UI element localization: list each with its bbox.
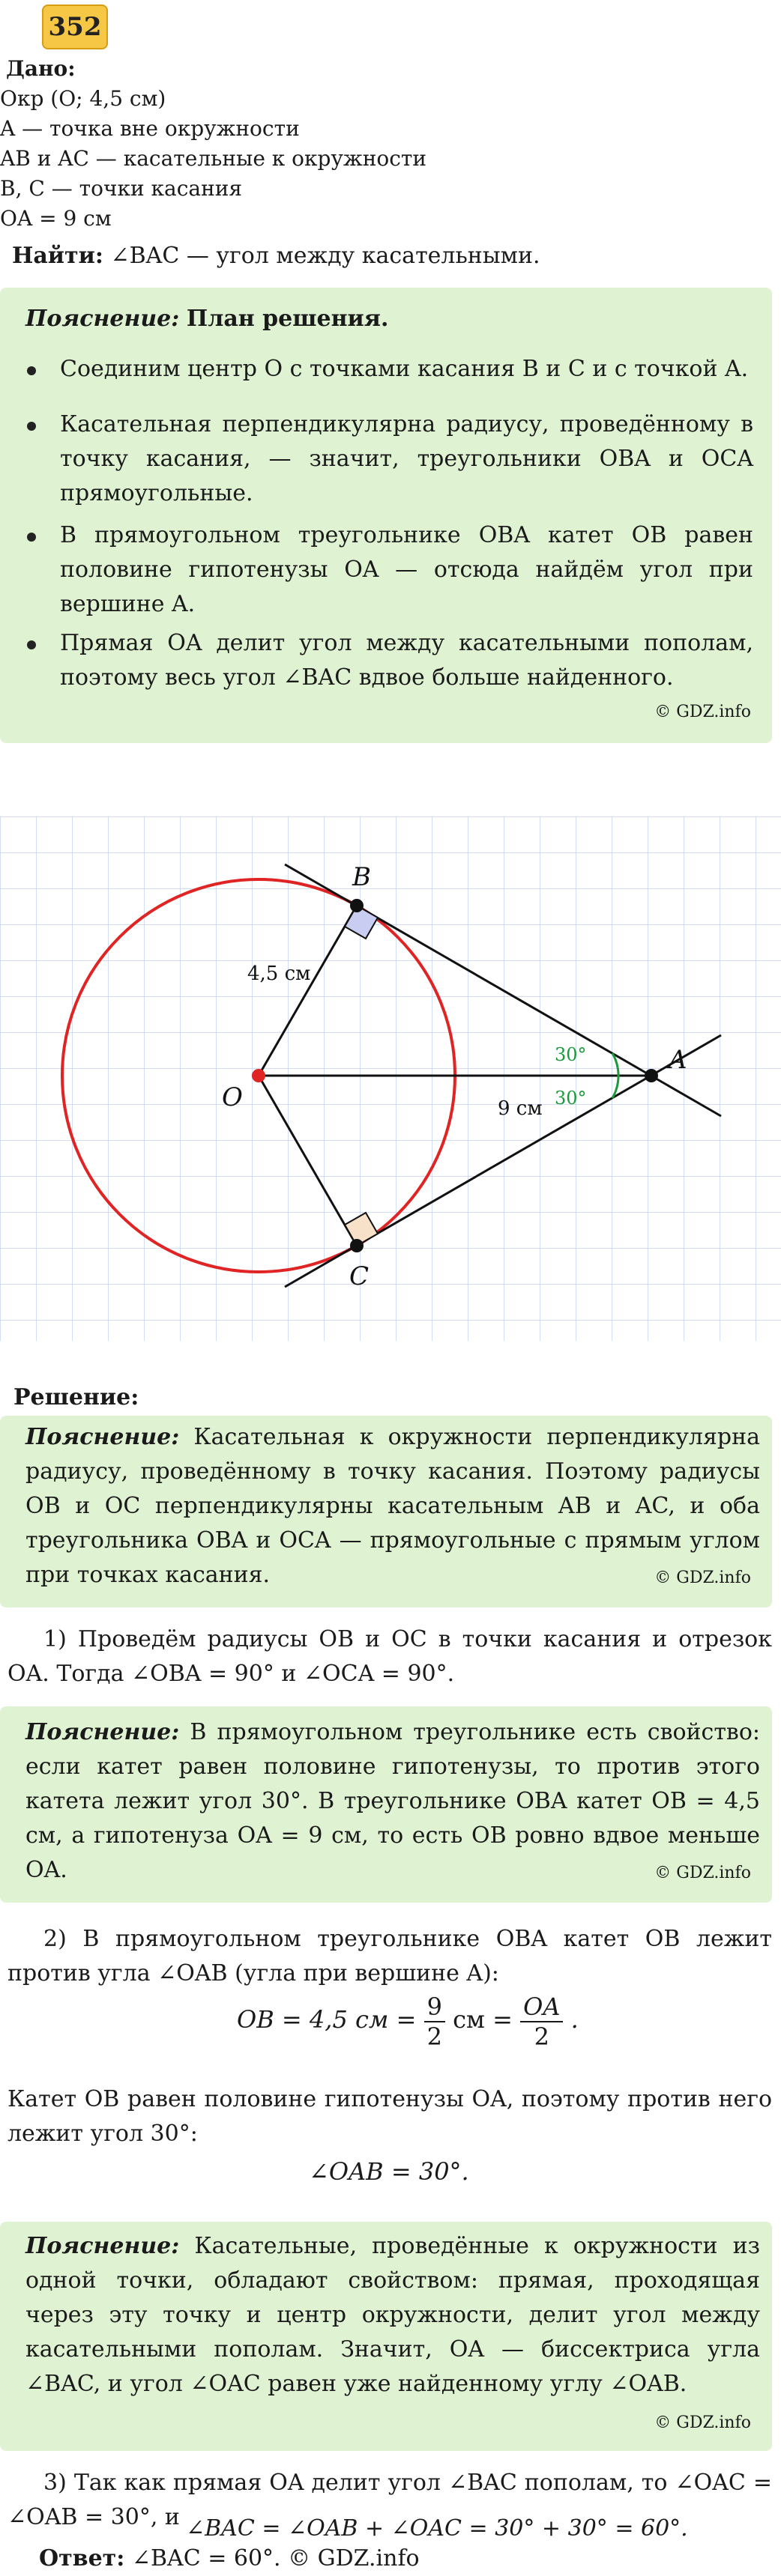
step2b-text: Катет OB равен половине гипотенузы OA, поэтому против него лежит угол 30°: <box>7 2086 772 2147</box>
plan-title-em: Пояснение: <box>25 306 180 332</box>
step2-text: 2) В прямоугольном треугольнике OBA катет OB лежит против угла ∠OAB (угла при вершине A): <box>7 1926 772 1986</box>
note1-text <box>25 1420 760 1592</box>
formula1-frac1-num: 9 <box>424 1992 445 2022</box>
note3-text <box>25 2229 760 2401</box>
point-o <box>252 1069 265 1082</box>
formula-3: ∠BAC = ∠OAB + ∠OAC = 30° + 30° = 60°. <box>186 2515 688 2542</box>
note2-body: В прямоугольном треугольнике есть свойство: если катет равен половине гипотенузы, то против этого катета лежит угол 30°. В треугольнике OBA катет OB = 4,5 см, а гипотенуза OA = 9 см, то есть OB ровно вдвое меньше OA. <box>25 1719 760 1883</box>
formula1-left: OB = 4,5 см = <box>237 2005 417 2034</box>
point-b <box>350 899 364 912</box>
step1-text: 1) Проведём радиусы OB и OC в точки касания и отрезок OA. Тогда ∠OBA = 90° и ∠OCA = 90°. <box>7 1626 772 1687</box>
formula1-frac1 <box>424 1992 445 2051</box>
note2-copyright: © GDZ.info <box>654 1864 751 1882</box>
label-distance: 9 см <box>498 1097 543 1120</box>
answer-text: ∠BAC = 60°. © GDZ.info <box>131 2545 420 2572</box>
find-text: ∠BAC — угол между касательными. <box>110 243 540 269</box>
label-o: O <box>222 1082 243 1112</box>
given-line-1: Окр (O; 4,5 см) <box>0 86 166 111</box>
given-line-2: A — точка вне окружности <box>0 116 300 141</box>
find-label: Найти: <box>12 243 103 269</box>
formula-1 <box>237 1989 579 2051</box>
note3-copyright: © GDZ.info <box>654 2413 751 2432</box>
grid-background <box>0 816 781 1341</box>
answer-label: Ответ: <box>39 2545 125 2572</box>
label-angle-top: 30° <box>555 1044 587 1065</box>
formula1-frac2 <box>520 1992 563 2051</box>
label-angle-bottom: 30° <box>555 1088 587 1109</box>
plan-bullet-3: В прямоугольном треугольнике OBA катет OB равен половине гипотенузы OA — отсюда найдём угол при вершине A. <box>60 518 753 622</box>
geometry-diagram <box>0 816 781 1341</box>
formula1-mid: см = <box>453 2005 513 2034</box>
formula-2: ∠OAB = 30°. <box>309 2157 469 2186</box>
given-line-5: OA = 9 см <box>0 206 112 231</box>
note1-copyright: © GDZ.info <box>654 1569 751 1587</box>
answer-line <box>39 2544 420 2574</box>
label-radius: 4,5 см <box>247 963 311 985</box>
note3-lead: Пояснение: <box>25 2233 180 2259</box>
note2-text <box>25 1715 760 1888</box>
plan-title-rest: План решения. <box>186 306 389 332</box>
plan-copyright: © GDZ.info <box>654 703 751 721</box>
note3-body: Касательные, проведённые к окружности из одной точки, обладают свойством: прямая, проходящая через эту точку и центр окружности, делит угол между касательными пополам. Значит, OA — биссектриса угла ∠BAC, и угол ∠OAC равен уже найденному углу ∠OAB. <box>25 2233 760 2397</box>
formula1-frac2-den: 2 <box>534 2022 549 2051</box>
solution-header: Решение: <box>13 1384 139 1410</box>
plan-title <box>25 303 388 336</box>
plan-bullet-1: Соединим центр O с точками касания B и C и с точкой A. <box>60 352 753 387</box>
find-line <box>12 241 540 271</box>
note1-lead: Пояснение: <box>25 1424 180 1450</box>
given-header: Дано: <box>6 56 76 81</box>
plan-bullet-2: Касательная перпендикулярна радиусу, проведённому в точку касания, — значит, треугольники OBA и OCA прямоугольные. <box>60 407 753 511</box>
given-line-4: B, C — точки касания <box>0 176 243 201</box>
label-c: C <box>349 1261 370 1291</box>
formula1-frac2-num: OA <box>520 1992 563 2022</box>
point-a <box>645 1069 658 1082</box>
given-line-3: AB и AC — касательные к окружности <box>0 146 427 171</box>
plan-bullet-4: Прямая OA делит угол между касательными пополам, поэтому весь угол ∠BAC вдвое больше найденного. <box>60 626 753 695</box>
formula1-end: . <box>570 2005 579 2034</box>
formula1-frac1-den: 2 <box>426 2022 442 2051</box>
note1-body: Касательная к окружности перпендикулярна радиусу, проведённому в точку касания. Поэтому радиусы OB и OC перпендикулярны касательным AB и AC, и оба треугольника OBA и OCA — прямоугольные с прямым углом при точках касания. <box>25 1424 760 1588</box>
label-b: B <box>352 862 371 892</box>
step3-text: 3) Так как прямая OA делит угол ∠BAC пополам, то ∠OAC = ∠OAB = 30°, и <box>7 2470 772 2530</box>
problem-number: 352 <box>42 4 108 49</box>
note2-lead: Пояснение: <box>25 1719 180 1745</box>
point-c <box>350 1239 364 1252</box>
label-a: A <box>669 1045 687 1075</box>
